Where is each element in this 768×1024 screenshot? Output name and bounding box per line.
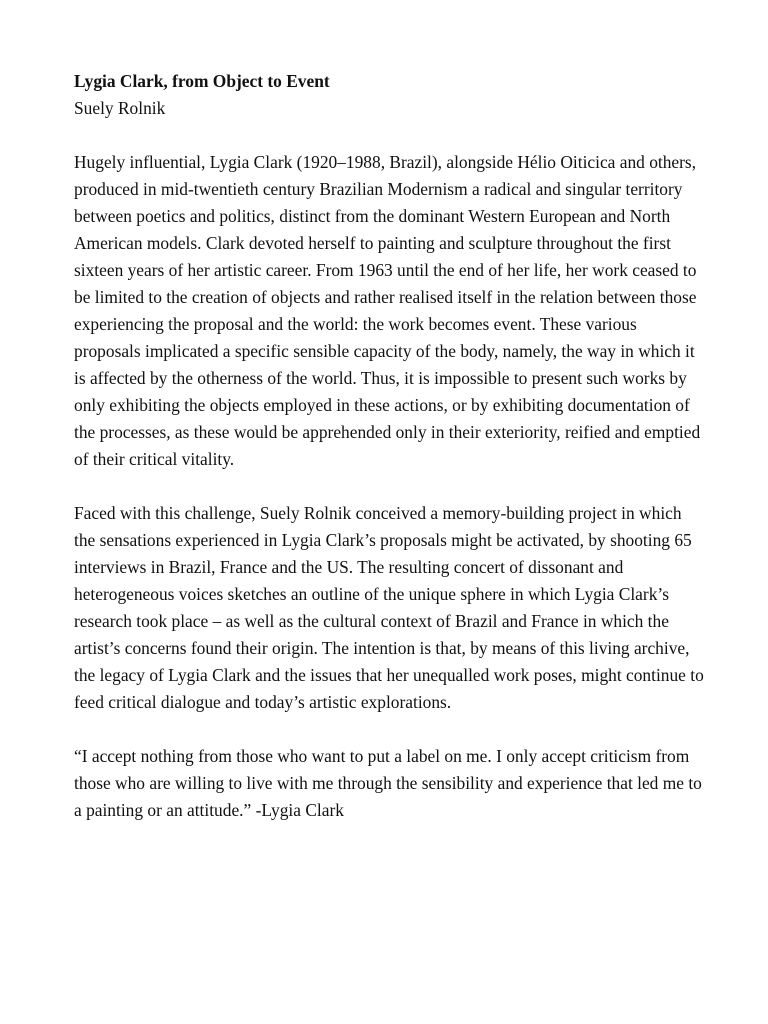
document-body [74, 68, 704, 824]
closing-quote: “I accept nothing from those who want to put a label on me. I only accept criticism from those who are willing to live with me through the sensibility and experience that led me to a painting or an attitude.” -Lygia Clark [74, 746, 702, 820]
document-title: Lygia Clark, from Object to Event [74, 71, 330, 91]
paragraph-project: Faced with this challenge, Suely Rolnik conceived a memory-building project in which the sensations experienced in Lygia Clark’s proposals might be activated, by shooting 65 interviews in Brazil, France and the US. The resulting concert of dissonant and heterogeneous voices sketches an outline of the unique sphere in which Lygia Clark’s research took place – as well as the cultural context of Brazil and France in which the artist’s concerns found their origin. The intention is that, by means of this living archive, the legacy of Lygia Clark and the issues that her unequalled work poses, might continue to feed critical dialogue and today’s artistic explorations. [74, 503, 704, 712]
document-author: Suely Rolnik [74, 98, 166, 118]
paragraph-intro: Hugely influential, Lygia Clark (1920–1988, Brazil), alongside Hélio Oiticica and others, produced in mid-twentieth century Brazilian Modernism a radical and singular territory between poetics and politics, distinct from the dominant Western European and North American models. Clark devoted herself to painting and sculpture throughout the first sixteen years of her artistic career. From 1963 until the end of her life, her work ceased to be limited to the creation of objects and rather realised itself in the relation between those experiencing the proposal and the world: the work becomes event. These various proposals implicated a specific sensible capacity of the body, namely, the way in which it is affected by the otherness of the world. Thus, it is impossible to present such works by only exhibiting the objects employed in these actions, or by exhibiting documentation of the processes, as these would be apprehended only in their exteriority, reified and emptied of their critical vitality. [74, 152, 701, 469]
